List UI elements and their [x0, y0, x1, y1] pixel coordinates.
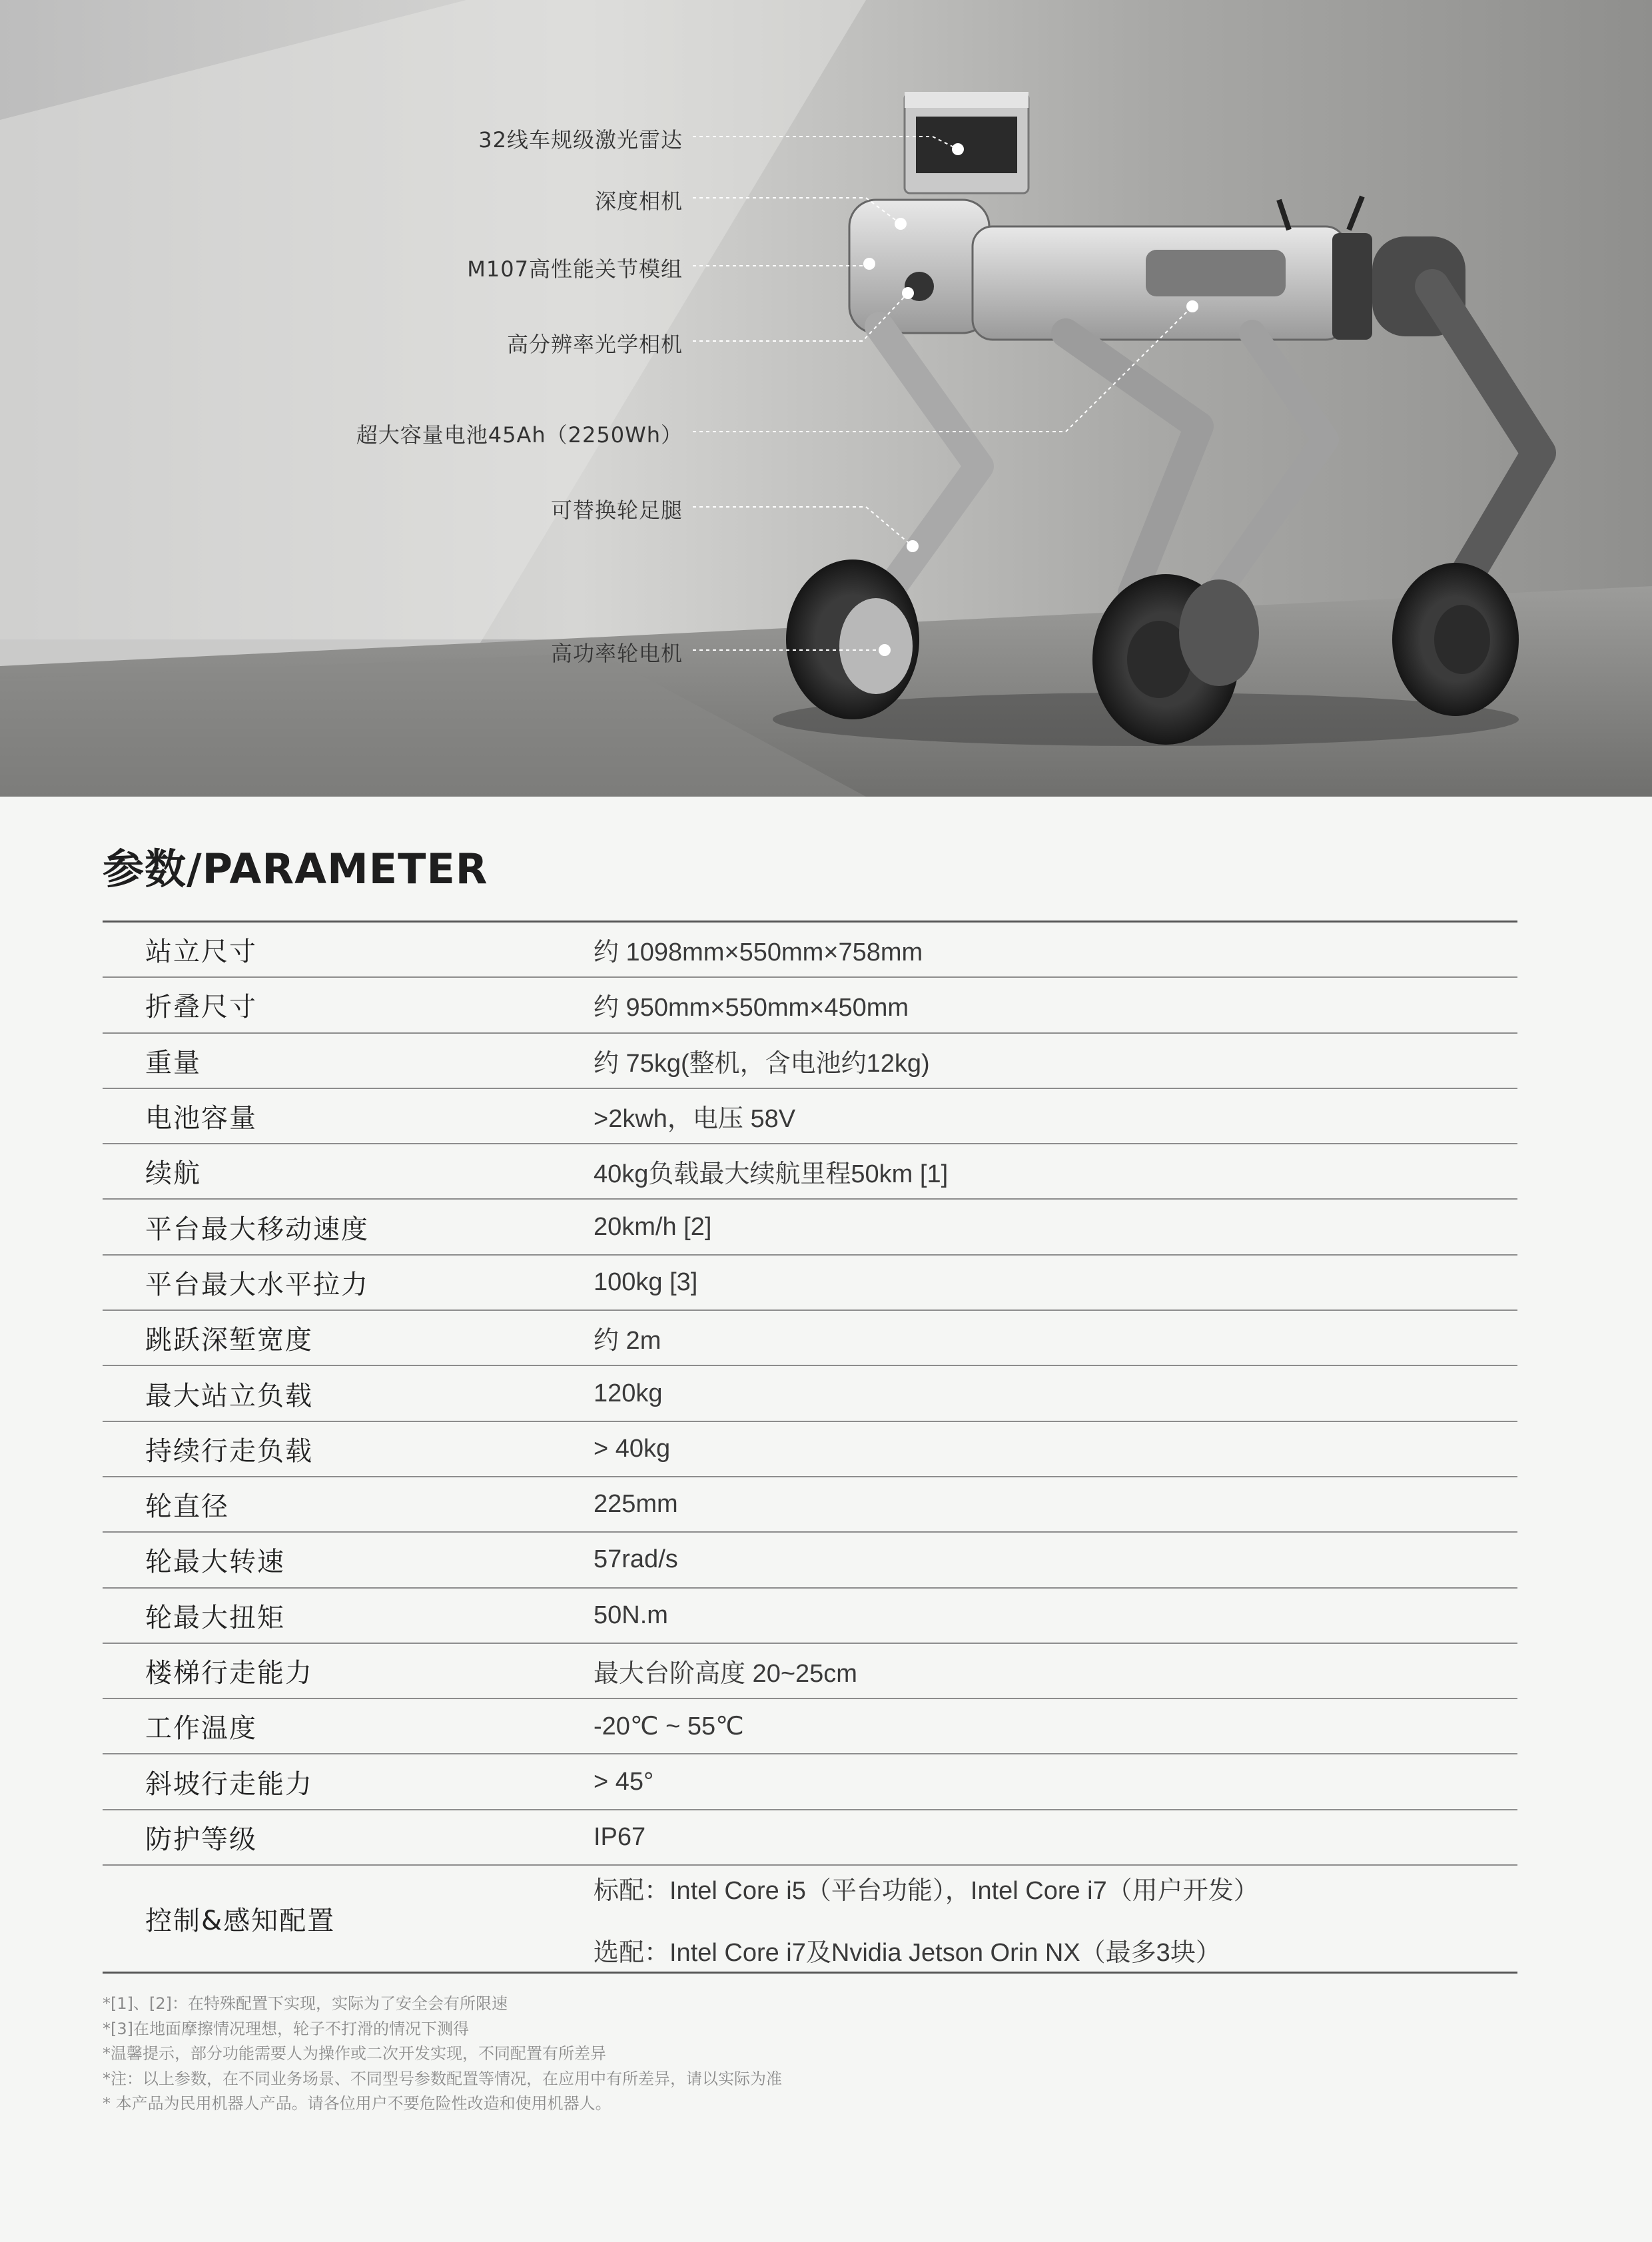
spec-value: IP67: [594, 1822, 646, 1851]
callout-depth-camera: 深度相机: [594, 188, 683, 214]
callout-optical-camera: 高分辨率光学相机: [506, 332, 683, 357]
spec-row: [103, 1256, 1517, 1311]
spec-row: [103, 1034, 1517, 1089]
spec-row: [103, 1754, 1517, 1810]
spec-label: 跳跃深堑宽度: [145, 1325, 313, 1356]
spec-label: 轮直径: [145, 1491, 229, 1523]
spec-value-optional: 选配：Intel Core i7及Nvidia Jetson Orin NX（最多3块）: [594, 1938, 1221, 1967]
callout-lidar: 32线车规级激光雷达: [478, 127, 683, 153]
footnote: *注：以上参数，在不同业务场景、不同型号参数配置等情况，在应用中有所差异，请以实际为准: [103, 2069, 782, 2088]
spec-label: 最大站立负载: [145, 1380, 313, 1411]
spec-label: 持续行走负载: [145, 1435, 313, 1467]
spec-value: 225mm: [594, 1490, 678, 1519]
spec-value: -20℃ ~ 55℃: [594, 1712, 744, 1741]
spec-row: [103, 978, 1517, 1033]
spec-label: 工作温度: [145, 1713, 257, 1744]
spec-value: 57rad/s: [594, 1545, 678, 1574]
spec-row: [103, 1533, 1517, 1588]
spec-row: [103, 1477, 1517, 1533]
spec-value: 约 75kg(整机，含电池约12kg): [594, 1049, 930, 1078]
spec-value: 50N.m: [594, 1601, 668, 1629]
spec-value: > 40kg: [594, 1434, 671, 1463]
hero-banner: [0, 0, 1652, 797]
spec-label: 重量: [145, 1047, 201, 1078]
spec-label: 平台最大水平拉力: [145, 1269, 369, 1300]
footnotes: [103, 1992, 782, 2117]
spec-label: 控制&感知配置: [145, 1906, 336, 1937]
spec-label: 电池容量: [145, 1103, 257, 1134]
footnote: *温馨提示，部分功能需要人为操作或二次开发实现，不同配置有所差异: [103, 2044, 606, 2063]
spec-row: [103, 923, 1517, 978]
spec-value: 40kg负载最大续航里程50km [1]: [594, 1160, 949, 1189]
spec-label: 斜坡行走能力: [145, 1768, 313, 1800]
footnote: *[3]在地面摩擦情况理想，轮子不打滑的情况下测得: [103, 2019, 469, 2038]
spec-row-control: [103, 1866, 1517, 1974]
callout-wheel-motor: 高功率轮电机: [550, 641, 683, 666]
spec-value: 约 2m: [594, 1327, 661, 1355]
spec-label: 防护等级: [145, 1824, 257, 1855]
spec-label: 续航: [145, 1158, 201, 1190]
spec-value-control: [594, 1870, 1517, 1968]
spec-row: [103, 1311, 1517, 1366]
spec-value: 100kg [3]: [594, 1268, 698, 1296]
spec-value: >2kwh，电压 58V: [594, 1105, 796, 1134]
spec-label: 轮最大转速: [145, 1547, 285, 1578]
spec-row: [103, 1644, 1517, 1699]
callout-wheel-leg: 可替换轮足腿: [550, 498, 683, 523]
spec-value-standard: 标配：Intel Core i5（平台功能），Intel Core i7（用户开发）: [594, 1876, 1259, 1905]
spec-value: 约 950mm×550mm×450mm: [594, 994, 909, 1022]
callout-battery: 超大容量电池45Ah（2250Wh）: [356, 422, 683, 448]
spec-label: 站立尺寸: [145, 936, 257, 968]
spec-row: [103, 1089, 1517, 1144]
spec-row: [103, 1366, 1517, 1421]
spec-label: 平台最大移动速度: [145, 1214, 369, 1245]
spec-value: 20km/h [2]: [594, 1212, 712, 1241]
spec-value: > 45°: [594, 1767, 654, 1796]
spec-value: 最大台阶高度 20~25cm: [594, 1660, 857, 1688]
spec-row: [103, 1422, 1517, 1477]
spec-label: 轮最大扭矩: [145, 1602, 285, 1633]
spec-value: 120kg: [594, 1379, 663, 1407]
spec-label: 折叠尺寸: [145, 992, 257, 1023]
spec-table: [103, 921, 1517, 1974]
spec-row: [103, 1699, 1517, 1754]
spec-row: [103, 1200, 1517, 1255]
spec-value: 约 1098mm×550mm×758mm: [594, 938, 923, 967]
robot-illustration: [0, 0, 1652, 797]
footnote: * 本产品为民用机器人产品。请各位用户不要危险性改造和使用机器人。: [103, 2094, 612, 2113]
callout-joint-module: M107高性能关节模组: [467, 256, 683, 282]
spec-row: [103, 1144, 1517, 1200]
footnote: *[1]、[2]：在特殊配置下实现，实际为了安全会有所限速: [103, 1994, 508, 2013]
spec-row: [103, 1810, 1517, 1866]
spec-label: 楼梯行走能力: [145, 1658, 313, 1688]
section-title: 参数/PARAMETER: [103, 845, 488, 893]
spec-row: [103, 1589, 1517, 1644]
